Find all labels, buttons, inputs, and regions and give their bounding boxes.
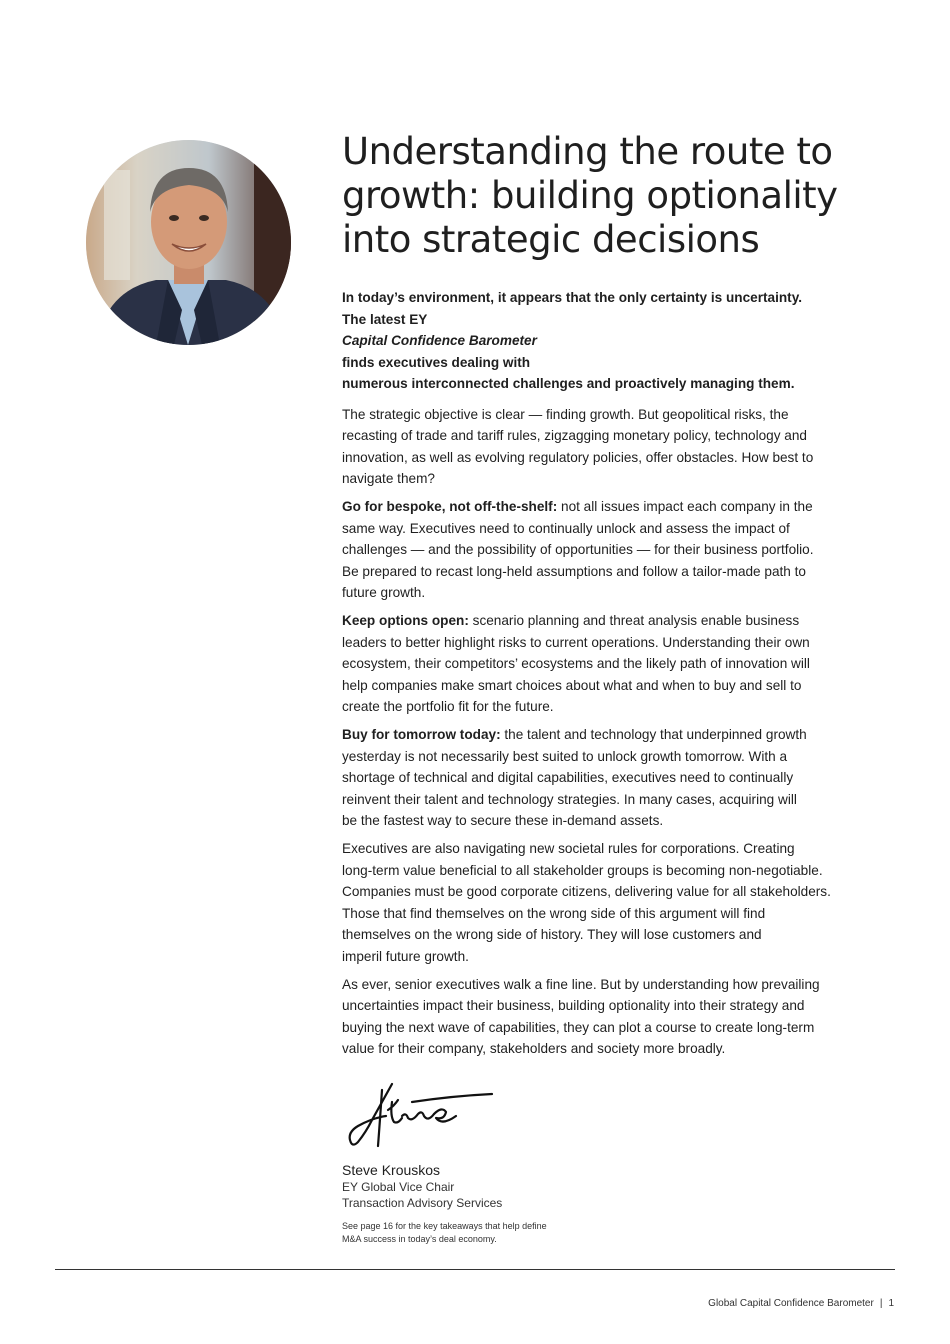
page-reference-note — [342, 1220, 894, 1246]
text-line: The strategic objective is clear — finding growth. But geopolitical risks, the — [342, 406, 789, 422]
text-line — [342, 610, 894, 632]
page-number: 1 — [888, 1298, 894, 1309]
handwritten-signature — [342, 1080, 502, 1154]
text-line: As ever, senior executives walk a fine line. But by understanding how prevailing — [342, 976, 820, 992]
text-line: help companies make smart choices about what and when to buy and sell to — [342, 677, 802, 693]
text-line: leaders to better highlight risks to current operations. Understanding their own — [342, 634, 810, 650]
text-run: not all issues impact each company in the — [557, 499, 813, 514]
note-line: See page 16 for the key takeaways that help define — [342, 1220, 547, 1231]
lead-line: In today’s environment, it appears that the only certainty is uncertainty. — [342, 290, 803, 305]
text-line: Companies must be good corporate citizens, delivering value for all stakeholders. — [342, 884, 831, 899]
title-line: growth: building optionality — [342, 174, 838, 217]
text-line: reinvent their talent and technology strategies. In many cases, acquiring will — [342, 791, 797, 807]
text-run: scenario planning and threat analysis enable business — [468, 613, 800, 628]
text-line: navigate them? — [342, 471, 435, 486]
page-footer — [708, 1298, 894, 1309]
text-line — [342, 724, 894, 746]
author-department: Transaction Advisory Services — [342, 1195, 503, 1210]
text-line: Those that find themselves on the wrong side of this argument will find — [342, 905, 766, 921]
footer-divider — [55, 1269, 895, 1270]
paragraph-heading: Buy for tomorrow today: — [342, 727, 501, 742]
body-paragraph-5 — [342, 838, 894, 967]
body-paragraph-2 — [342, 496, 894, 604]
text-line: challenges — and the possibility of opportunities — for their business portfolio. — [342, 542, 814, 557]
paragraph-heading: Keep options open: — [342, 613, 469, 628]
text-line: uncertainties impact their business, building optionality into their strategy and — [342, 998, 805, 1013]
body-paragraph-3 — [342, 610, 894, 718]
text-line: future growth. — [342, 585, 426, 600]
text-line: be the fastest way to secure these in-demand assets. — [342, 813, 664, 828]
signature-drawing — [342, 1080, 502, 1154]
lead-line — [342, 309, 894, 374]
body-paragraph-6 — [342, 974, 894, 1060]
body-paragraph-4 — [342, 724, 894, 832]
text-line: shortage of technical and digital capabilities, executives need to continually — [342, 770, 794, 785]
text-line: yesterday is not necessarily best suited to unlock growth tomorrow. With a — [342, 748, 788, 764]
text-line: recasting of trade and tariff rules, zigzagging monetary policy, technology and — [342, 428, 807, 443]
lead-text: The latest EY — [342, 311, 428, 327]
author-title: EY Global Vice Chair — [342, 1179, 455, 1194]
text-line: innovation, as well as evolving regulatory policies, offer obstacles. How best to — [342, 449, 814, 465]
lead-text: finds executives dealing with — [342, 354, 531, 370]
text-line: imperil future growth. — [342, 948, 469, 964]
publication-name: Capital Confidence Barometer — [342, 333, 537, 348]
text-line: buying the next wave of capabilities, they can plot a course to create long-term — [342, 1019, 815, 1035]
text-line: themselves on the wrong side of history. They will lose customers and — [342, 927, 762, 942]
title-line: Understanding the route to — [342, 130, 833, 173]
body-paragraph-1 — [342, 404, 894, 490]
author-name: Steve Krouskos — [342, 1161, 441, 1178]
footer-separator: | — [879, 1298, 883, 1309]
paragraph-heading: Go for bespoke, not off-the-shelf: — [342, 499, 558, 514]
text-line: Be prepared to recast long-held assumptions and follow a tailor-made path to — [342, 563, 806, 579]
title-line: into strategic decisions — [342, 218, 760, 261]
lead-paragraph — [342, 287, 894, 395]
author-portrait — [86, 140, 291, 345]
footer-publication: Global Capital Confidence Barometer — [708, 1298, 874, 1309]
text-line: same way. Executives need to continually unlock and assess the impact of — [342, 520, 790, 536]
note-line: M&A success in today’s deal economy. — [342, 1233, 497, 1244]
text-line: create the portfolio fit for the future. — [342, 699, 554, 714]
text-line: Executives are also navigating new societal rules for corporations. Creating — [342, 841, 795, 856]
lead-line: numerous interconnected challenges and proactively managing them. — [342, 376, 795, 391]
text-line: ecosystem, their competitors’ ecosystems and the likely path of innovation will — [342, 656, 810, 671]
text-line: long-term value beneficial to all stakeholder groups is becoming non-negotiable. — [342, 862, 823, 878]
portrait-photo — [86, 140, 291, 345]
page-title — [342, 130, 862, 262]
main-content — [342, 130, 894, 1246]
text-run: the talent and technology that underpinned growth — [500, 727, 807, 742]
text-line — [342, 496, 894, 518]
text-line: value for their company, stakeholders and society more broadly. — [342, 1041, 726, 1056]
